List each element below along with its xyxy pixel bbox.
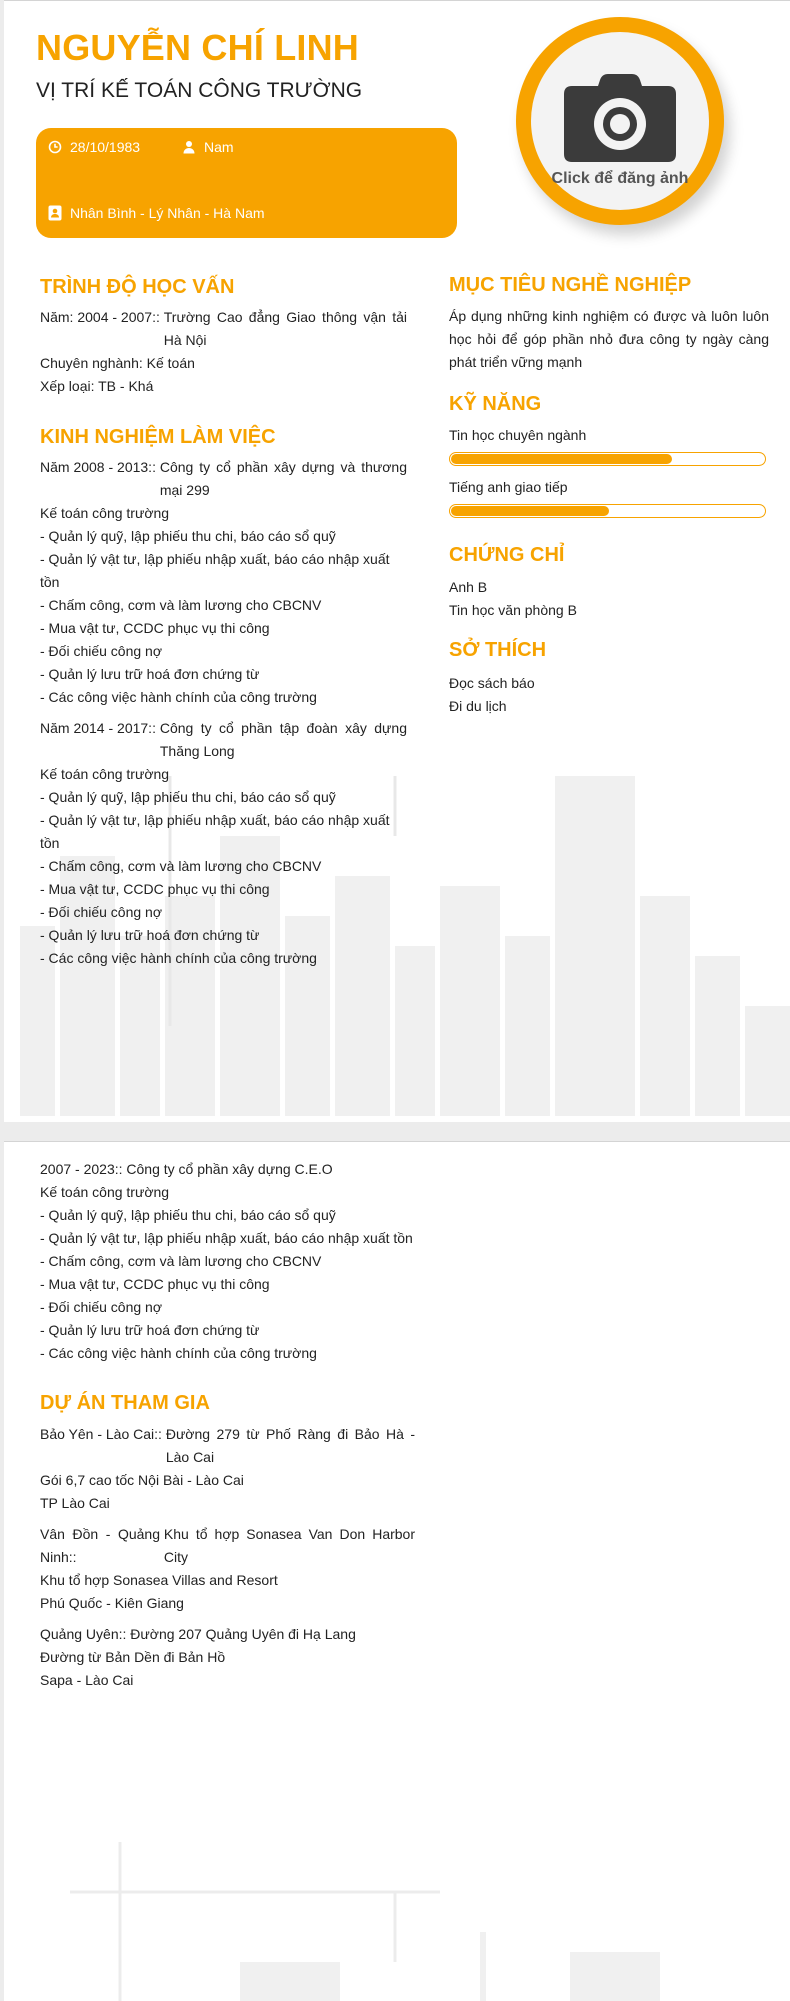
project-line: TP Lào Cai: [40, 1495, 110, 1511]
hobbies-section: [449, 672, 769, 718]
project-entry: [40, 1523, 415, 1569]
address-item: [48, 205, 265, 221]
camera-icon: [564, 74, 676, 162]
cv-page-1: [4, 0, 790, 1122]
address-book-icon: [48, 205, 62, 221]
hobby-item: Đi du lịch: [449, 698, 507, 714]
job-company: Công ty cổ phần xây dựng và thương mại 299: [159, 459, 407, 498]
job-task: - Quản lý lưu trữ hoá đơn chứng từ: [40, 927, 260, 943]
project-name: Đường 279 từ Phố Ràng đi Bảo Hà - Lào Cai: [165, 1426, 415, 1465]
education-major: Chuyên nghành: Kế toán: [40, 355, 195, 371]
skill-bar: [449, 504, 766, 518]
skill-name: Tin học chuyên ngành: [449, 427, 587, 443]
job-task: - Quản lý vật tư, lập phiếu nhập xuất, báo cáo nhập xuất tồn: [40, 1230, 413, 1246]
education-rank: Xếp loại: TB - Khá: [40, 378, 154, 394]
job-task: - Chấm công, cơm và làm lương cho CBCNV: [40, 858, 322, 874]
experience-continued: [40, 1158, 420, 1365]
certificate-item: Anh B: [449, 579, 488, 595]
project-location: Vân Đồn - Quảng Ninh::: [40, 1526, 160, 1565]
project-line: Phú Quốc - Kiên Giang: [40, 1595, 184, 1611]
project-entry: [40, 1623, 415, 1646]
job-task: - Chấm công, cơm và làm lương cho CBCNV: [40, 1253, 322, 1269]
project-location: Bảo Yên - Lào Cai::: [40, 1426, 162, 1442]
skills-section: [449, 424, 769, 528]
project-line: Đường từ Bản Dền đi Bản Hồ: [40, 1649, 226, 1665]
job-entry: [40, 456, 407, 502]
project-name: Khu tổ hợp Sonasea Van Don Harbor City: [163, 1526, 415, 1565]
experience-section: [40, 456, 407, 970]
projects-section: [40, 1423, 415, 1692]
gender-item: [182, 139, 234, 155]
project-entry: [40, 1423, 415, 1469]
education-period: Năm: 2004 - 2007::: [40, 309, 160, 325]
job-task: - Đối chiếu công nợ: [40, 904, 163, 920]
skills-title: KỸ NĂNG: [449, 393, 542, 415]
job-task: - Quản lý vật tư, lập phiếu nhập xuất, báo cáo nhập xuất tồn: [40, 812, 390, 851]
project-location: Quảng Uyên::: [40, 1626, 127, 1642]
job-entry: [40, 717, 407, 763]
certificates-title: CHỨNG CHỈ: [449, 544, 565, 566]
job-company: Công ty cổ phần tập đoàn xây dựng Thăng Long: [159, 720, 407, 759]
project-name: Đường 207 Quảng Uyên đi Hạ Lang: [130, 1626, 356, 1642]
avatar-placeholder[interactable]: [531, 32, 709, 210]
job-period: 2007 - 2023::: [40, 1161, 123, 1177]
education-entry: [40, 306, 407, 352]
education-title: TRÌNH ĐỘ HỌC VẤN: [40, 276, 235, 298]
job-task: - Quản lý quỹ, lập phiếu thu chi, báo cáo sổ quỹ: [40, 789, 336, 805]
experience-title: KINH NGHIỆM LÀM VIỆC: [40, 426, 276, 448]
skill-fill: [451, 454, 672, 464]
cv-page-2: [4, 1141, 790, 2001]
job-position: Kế toán công trường: [40, 505, 170, 521]
education-section: [40, 306, 407, 398]
job-period: Năm 2008 - 2013::: [40, 459, 156, 475]
job-task: - Mua vật tư, CCDC phục vụ thi công: [40, 881, 270, 897]
certificate-item: Tin học văn phòng B: [449, 602, 577, 618]
job-company: Công ty cổ phần xây dựng C.E.O: [126, 1161, 333, 1177]
user-icon: [182, 140, 196, 154]
job-position: Kế toán công trường: [40, 766, 170, 782]
address-text: Nhân Bình - Lý Nhân - Hà Nam: [70, 205, 265, 221]
candidate-name: NGUYỄN CHÍ LINH: [36, 27, 360, 68]
job-period: Năm 2014 - 2017::: [40, 720, 156, 736]
objective-text: Áp dụng những kinh nghiệm có được và luôn luôn học hỏi để góp phần nhỏ đưa công ty ngày càng phát triển vững mạnh: [449, 308, 769, 370]
certificates-section: [449, 576, 769, 622]
job-task: - Quản lý vật tư, lập phiếu nhập xuất, báo cáo nhập xuất tồn: [40, 551, 390, 590]
job-task: - Quản lý quỹ, lập phiếu thu chi, báo cáo sổ quỹ: [40, 1207, 336, 1223]
job-task: - Các công việc hành chính của công trường: [40, 950, 317, 966]
project-line: Sapa - Lào Cai: [40, 1672, 134, 1688]
job-task: - Mua vật tư, CCDC phục vụ thi công: [40, 1276, 270, 1292]
gender-text: Nam: [204, 139, 234, 155]
avatar-upload[interactable]: [516, 17, 724, 225]
job-task: - Quản lý lưu trữ hoá đơn chứng từ: [40, 666, 260, 682]
birthdate-text: 28/10/1983: [70, 139, 141, 155]
objective-title: MỤC TIÊU NGHỀ NGHIỆP: [449, 274, 692, 296]
job-task: - Các công việc hành chính của công trường: [40, 1345, 317, 1361]
job-task: - Mua vật tư, CCDC phục vụ thi công: [40, 620, 270, 636]
personal-info-box: [36, 128, 457, 238]
job-entry: [40, 1158, 420, 1181]
project-line: Gói 6,7 cao tốc Nội Bài - Lào Cai: [40, 1472, 244, 1488]
job-task: - Các công việc hành chính của công trường: [40, 689, 317, 705]
hobby-item: Đọc sách báo: [449, 675, 535, 691]
clock-icon: [48, 140, 62, 154]
avatar-caption: Click để đăng ảnh: [551, 170, 689, 187]
education-school: Trường Cao đẳng Giao thông vận tải Hà Nội: [163, 309, 407, 348]
job-task: - Quản lý quỹ, lập phiếu thu chi, báo cáo sổ quỹ: [40, 528, 336, 544]
job-task: - Đối chiếu công nợ: [40, 1299, 163, 1315]
skill-fill: [451, 506, 609, 516]
birthdate-item: [48, 139, 140, 155]
hobbies-title: SỞ THÍCH: [449, 639, 547, 661]
job-task: - Chấm công, cơm và làm lương cho CBCNV: [40, 597, 322, 613]
job-position: Kế toán công trường: [40, 1184, 170, 1200]
job-task: - Đối chiếu công nợ: [40, 643, 163, 659]
skill-bar: [449, 452, 766, 466]
project-line: Khu tổ hợp Sonasea Villas and Resort: [40, 1572, 278, 1588]
projects-title: DỰ ÁN THAM GIA: [40, 1392, 210, 1414]
skill-name: Tiếng anh giao tiếp: [449, 479, 568, 495]
job-task: - Quản lý lưu trữ hoá đơn chứng từ: [40, 1322, 260, 1338]
candidate-role: VỊ TRÍ KẾ TOÁN CÔNG TRƯỜNG: [36, 79, 363, 102]
